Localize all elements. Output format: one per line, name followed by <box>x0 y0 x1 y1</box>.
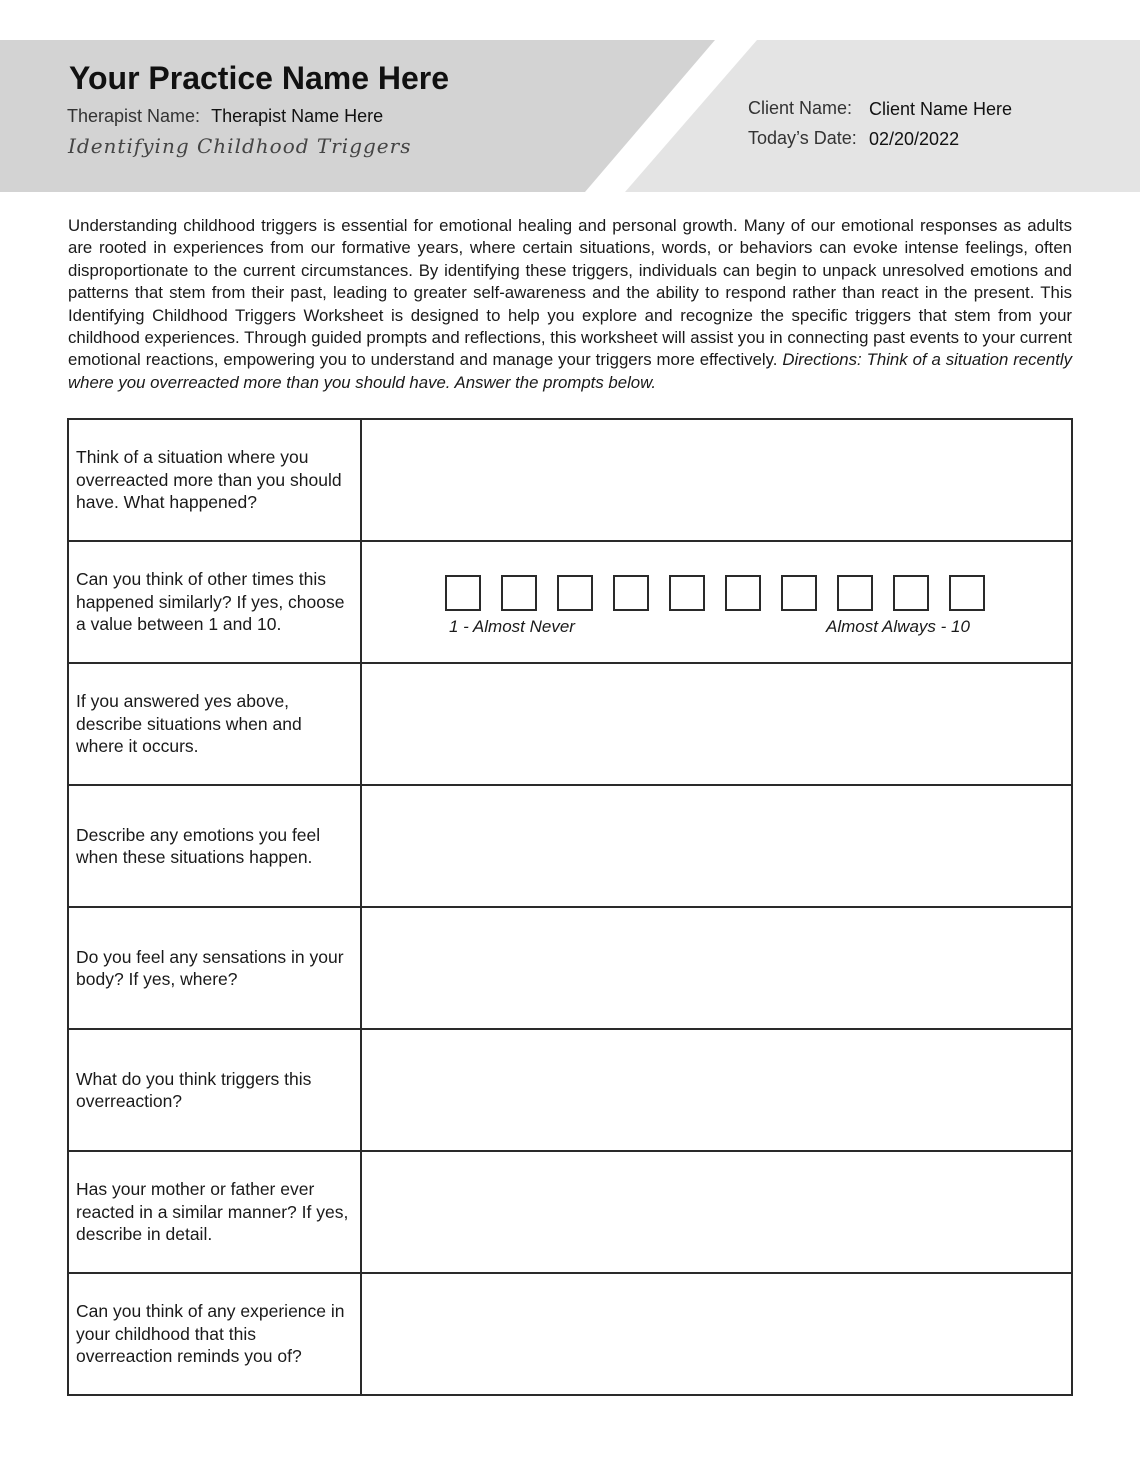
rating-scale <box>362 542 1071 662</box>
rating-box-8[interactable] <box>837 575 873 611</box>
answer-area[interactable] <box>361 907 1072 1029</box>
scale-max-label: Almost Always - 10 <box>826 617 970 636</box>
prompt-question: Do you feel any sensations in your body? If yes, where? <box>68 907 361 1029</box>
client-label: Client Name: <box>748 98 853 118</box>
intro-text: Understanding childhood triggers is essential for emotional healing and personal growth. Many of our emotional responses as adults are rooted in experiences from our formative years, where certain situations, words, or behaviors can evoke intense feelings, often disproportionate to the current circumstances. By identifying these triggers, individuals can begin to unpack unresolved emotions and patterns that stem from their past, leading to greater self-awareness and the ability to respond rather than react in the present. This Identifying Childhood Triggers Worksheet is designed to help you explore and recognize the specific triggers that stem from your childhood experiences. Through guided prompts and reflections, this worksheet will assist you in connecting past events to your current emotional reactions, empowering you to understand and manage your triggers more effectively. <box>68 216 1072 370</box>
answer-area[interactable] <box>361 663 1072 785</box>
therapist-row <box>67 106 383 127</box>
scale-min-label: 1 - Almost Never <box>449 617 575 636</box>
client-value: Client Name Here <box>869 99 1013 119</box>
answer-area[interactable] <box>361 419 1072 541</box>
rating-box-2[interactable] <box>501 575 537 611</box>
answer-area[interactable] <box>361 785 1072 907</box>
therapist-value: Therapist Name Here <box>211 106 384 126</box>
worksheet-title: Identifying Childhood Triggers <box>68 134 412 158</box>
prompts-table <box>67 418 1073 1396</box>
header-banner <box>0 40 1140 192</box>
intro-paragraph <box>68 215 1072 394</box>
prompt-question: Can you think of other times this happened similarly? If yes, choose a value between 1 and 10. <box>68 541 361 663</box>
prompt-question: Think of a situation where you overreacted more than you should have. What happened? <box>68 419 361 541</box>
practice-name: Your Practice Name Here <box>69 60 450 96</box>
rating-box-5[interactable] <box>669 575 705 611</box>
prompt-row <box>68 1273 1072 1395</box>
prompt-row <box>68 1029 1072 1151</box>
prompt-question: Has your mother or father ever reacted in a similar manner? If yes, describe in detail. <box>68 1151 361 1273</box>
prompt-row <box>68 419 1072 541</box>
rating-box-9[interactable] <box>893 575 929 611</box>
rating-boxes <box>445 575 985 611</box>
date-label: Today’s Date: <box>748 128 857 148</box>
date-value: 02/20/2022 <box>869 129 960 149</box>
answer-area[interactable] <box>361 1151 1072 1273</box>
rating-box-3[interactable] <box>557 575 593 611</box>
prompt-question: If you answered yes above, describe situations when and where it occurs. <box>68 663 361 785</box>
rating-scale-cell <box>361 541 1072 663</box>
prompt-question: What do you think triggers this overreaction? <box>68 1029 361 1151</box>
rating-box-4[interactable] <box>613 575 649 611</box>
prompt-row <box>68 663 1072 785</box>
prompt-row <box>68 1151 1072 1273</box>
answer-area[interactable] <box>361 1029 1072 1151</box>
prompt-row <box>68 541 1072 663</box>
rating-box-6[interactable] <box>725 575 761 611</box>
directions-text: Directions: Think of a situation recently where you overreacted more than you should have. Answer the prompts below. <box>68 350 1072 392</box>
prompt-row <box>68 785 1072 907</box>
rating-box-10[interactable] <box>949 575 985 611</box>
answer-area[interactable] <box>361 1273 1072 1395</box>
prompt-question: Describe any emotions you feel when these situations happen. <box>68 785 361 907</box>
rating-box-7[interactable] <box>781 575 817 611</box>
prompt-row <box>68 907 1072 1029</box>
therapist-label: Therapist Name: <box>67 106 201 126</box>
prompt-question: Can you think of any experience in your childhood that this overreaction reminds you of? <box>68 1273 361 1395</box>
rating-box-1[interactable] <box>445 575 481 611</box>
